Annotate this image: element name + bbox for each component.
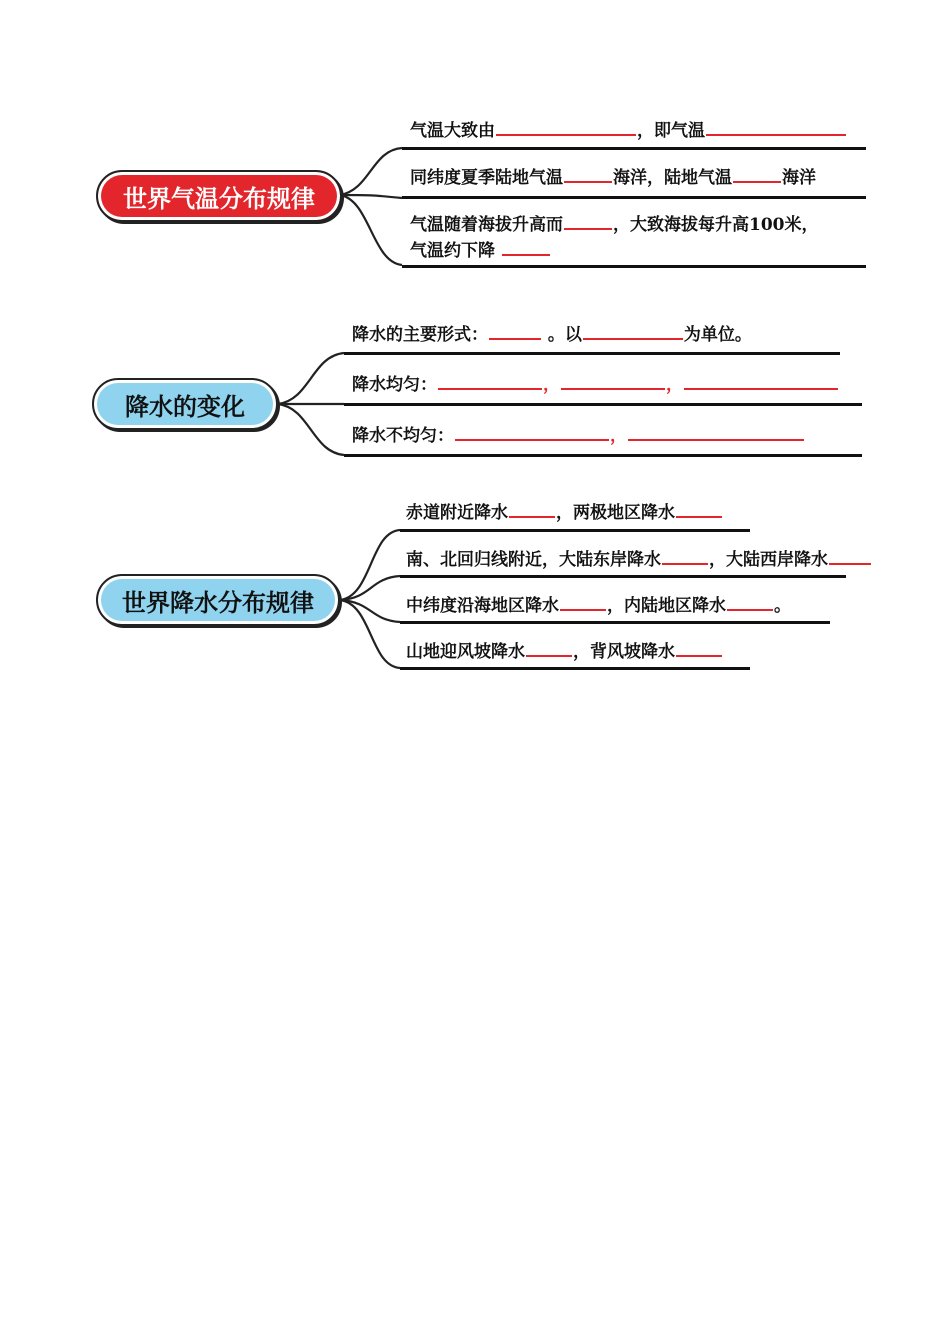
- branch-underline: [400, 621, 830, 624]
- branch-text: 降水均匀：: [352, 375, 437, 395]
- topic-label: 世界气温分布规律: [123, 183, 315, 213]
- branch-text: 。以: [542, 325, 582, 345]
- branch-item: [406, 591, 791, 619]
- branch-underline: [400, 529, 750, 532]
- branch-item: [406, 545, 872, 573]
- fill-blank[interactable]: [526, 637, 572, 657]
- branch-text: 南、北回归线附近，大陆东岸降水: [406, 550, 661, 570]
- branch-text: 海洋: [782, 168, 816, 188]
- branch-text: 为单位。: [683, 325, 752, 345]
- branch-text: 山地迎风坡降水: [406, 642, 525, 662]
- branch-underline: [400, 667, 750, 670]
- branch-text: 气温约下降: [410, 241, 501, 261]
- branch-text: ，内陆地区降水: [607, 596, 726, 616]
- branch-text: 海洋，陆地气温: [613, 168, 732, 188]
- fill-blank[interactable]: [727, 591, 773, 611]
- branch-item: [406, 498, 723, 526]
- topic-label: 降水的变化: [125, 391, 245, 421]
- branch-text: 降水不均匀：: [352, 426, 454, 446]
- fill-blank[interactable]: [509, 498, 555, 518]
- branch-text: ，: [610, 426, 627, 446]
- fill-blank[interactable]: [676, 637, 722, 657]
- topic-node: [96, 574, 340, 626]
- branch-text: 。: [774, 596, 791, 616]
- branch-text: 气温大致由: [410, 121, 495, 141]
- branch-text: 降水的主要形式：: [352, 325, 488, 345]
- branch-text: ，: [666, 375, 683, 395]
- fill-blank[interactable]: [829, 545, 871, 565]
- fill-blank[interactable]: [560, 591, 606, 611]
- branch-text: ，背风坡降水: [573, 642, 675, 662]
- branch-text: ，: [543, 375, 560, 395]
- branch-text: ，两极地区降水: [556, 503, 675, 523]
- fill-blank[interactable]: [676, 498, 722, 518]
- branch-text: 同纬度夏季陆地气温: [410, 168, 563, 188]
- branch-text: 中纬度沿海地区降水: [406, 596, 559, 616]
- branch-text: ，大陆西岸降水: [709, 550, 828, 570]
- branch-text: ，大致海拔每升高100米，: [613, 215, 819, 235]
- fill-blank[interactable]: [662, 545, 708, 565]
- branch-item: [406, 637, 723, 665]
- branch-underline: [400, 575, 846, 578]
- branch-text: 气温随着海拔升高而: [410, 215, 563, 235]
- branch-text: ，即气温: [637, 121, 705, 141]
- branch-text: 赤道附近降水: [406, 503, 508, 523]
- topic-label: 世界降水分布规律: [122, 587, 314, 617]
